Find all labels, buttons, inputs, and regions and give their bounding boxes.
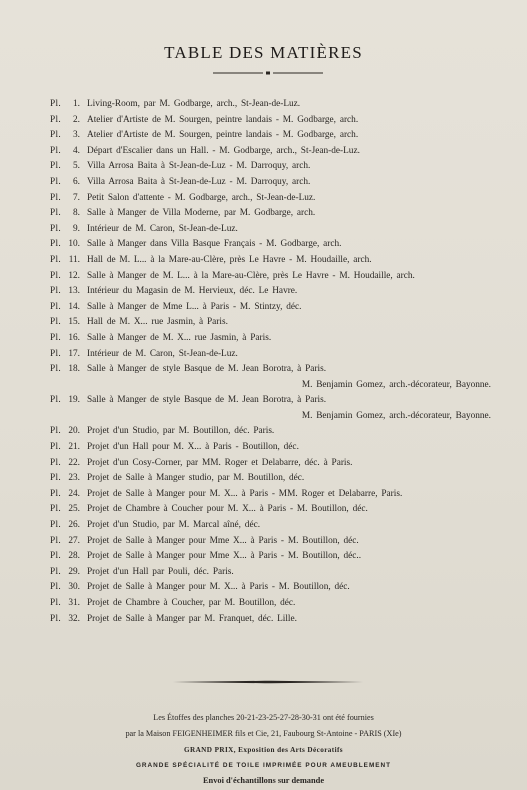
plate-prefix: Pl. — [50, 99, 61, 109]
plate-description: Atelier d'Artiste de M. Sourgen, peintre landais - M. Godbarge, arch. — [87, 114, 359, 125]
plate-entry — [0, 253, 527, 269]
plate-prefix: Pl. — [50, 598, 61, 608]
plate-description: Salle à Manger de M. X... rue Jasmin, à Paris. — [87, 332, 272, 343]
plate-number: 21. — [68, 442, 80, 453]
plate-prefix: Pl. — [50, 364, 61, 375]
plate-number: 13. — [68, 286, 80, 297]
plate-description: Salle à Manger dans Villa Basque Français - M. Godbarge, arch. — [87, 239, 342, 250]
plate-entry — [0, 518, 527, 534]
plate-number: 2. — [73, 114, 80, 125]
plate-prefix: Pl. — [50, 223, 61, 234]
plate-entry — [0, 113, 527, 129]
plate-number: 4. — [73, 145, 80, 156]
plate-description: Intérieur de M. Caron, St-Jean-de-Luz. — [87, 223, 238, 234]
plate-prefix: Pl. — [50, 332, 61, 343]
footer-supplier-address: par la Maison FEIGENHEIMER fils et Cie, 21, Faubourg St-Antoine - PARIS (XIe) — [125, 729, 402, 738]
plate-description: Atelier d'Artiste de M. Sourgen, peintre landais - M. Godbarge, arch. — [87, 130, 359, 141]
plate-entry — [0, 222, 527, 238]
plates-list — [0, 97, 527, 627]
plate-prefix: Pl. — [50, 535, 61, 546]
plate-number: 16. — [68, 332, 80, 343]
plate-number: 18. — [68, 364, 80, 375]
plate-description: Salle à Manger de Mme L... à Paris - M. Stintzy, déc. — [87, 301, 302, 312]
plate-entry — [0, 284, 527, 300]
plate-number: 25. — [68, 504, 80, 515]
plate-number: 3. — [73, 130, 80, 141]
plate-description: Projet d'un Studio, par M. Marcal aîné, déc. — [87, 520, 261, 531]
plate-entry — [0, 159, 527, 175]
plate-entry — [0, 534, 527, 550]
plate-description: Intérieur du Magasin de M. Hervieux, déc. Le Havre. — [87, 286, 298, 297]
plate-prefix: Pl. — [50, 395, 61, 406]
plate-description-continuation: M. Benjamin Gomez, arch.-décorateur, Bayonne. — [301, 379, 491, 390]
plate-entry — [0, 144, 527, 160]
plate-prefix: Pl. — [50, 457, 61, 468]
plate-description: Salle à Manger de style Basque de M. Jean Borotra, à Paris. — [87, 395, 327, 406]
plate-prefix: Pl. — [50, 286, 61, 297]
plate-description: Projet de Chambre à Coucher pour M. X... à Paris - M. Boutillon, déc. — [87, 504, 368, 515]
plate-entry — [0, 97, 527, 113]
plate-entry — [0, 596, 527, 612]
plate-description: Salle à Manger de style Basque de M. Jean Borotra, à Paris. — [87, 364, 327, 375]
plate-prefix: Pl. — [50, 114, 61, 125]
plate-prefix: Pl. — [50, 176, 61, 187]
plate-prefix: Pl. — [50, 208, 61, 219]
plate-entry — [0, 502, 527, 518]
plate-prefix: Pl. — [50, 192, 61, 203]
plate-entry — [0, 362, 527, 393]
plate-entry — [0, 331, 527, 347]
plate-prefix: Pl. — [50, 442, 61, 453]
plate-number: 24. — [68, 488, 80, 499]
plate-entry — [0, 471, 527, 487]
plate-number: 23. — [68, 473, 80, 484]
plate-number: 15. — [68, 317, 80, 328]
plate-number: 8. — [73, 208, 80, 219]
plate-number: 1. — [73, 99, 80, 109]
plate-prefix: Pl. — [50, 145, 61, 156]
plate-entry — [0, 175, 527, 191]
plate-description: Salle à Manger de Villa Moderne, par M. Godbarge, arch. — [87, 208, 316, 219]
footer-specialty: GRANDE SPÉCIALITÉ DE TOILE IMPRIMÉE POUR AMEUBLEMENT — [135, 762, 392, 769]
plate-prefix: Pl. — [50, 504, 61, 515]
footer-fabrics-note: Les Étoffes des planches 20-21-23-25-27-28-30-31 ont été fournies — [153, 713, 374, 722]
plate-description: Projet d'un Hall par Pouli, déc. Paris. — [87, 566, 234, 577]
plate-prefix: Pl. — [50, 426, 61, 437]
plate-number: 29. — [68, 566, 80, 577]
plate-entry — [0, 269, 527, 285]
plate-entry — [0, 347, 527, 363]
plate-description: Projet d'un Cosy-Corner, par MM. Roger et Delabarre, déc. à Paris. — [87, 457, 353, 468]
plate-description: Hall de M. X... rue Jasmin, à Paris. — [87, 317, 228, 328]
plate-number: 22. — [68, 457, 80, 468]
plate-prefix: Pl. — [50, 254, 61, 265]
plate-entry — [0, 424, 527, 440]
plate-description: Petit Salon d'attente - M. Godbarge, arch., St-Jean-de-Luz. — [87, 192, 316, 203]
plate-number: 17. — [68, 348, 80, 359]
plate-entry — [0, 580, 527, 596]
plate-description: Projet de Salle à Manger pour M. X... à Paris - MM. Roger et Delabarre, Paris. — [87, 488, 403, 499]
plate-prefix: Pl. — [50, 130, 61, 141]
plate-number: 19. — [68, 395, 80, 406]
plate-description: Intérieur de M. Caron, St-Jean-de-Luz. — [87, 348, 238, 359]
plate-prefix: Pl. — [50, 301, 61, 312]
plate-description: Projet d'un Hall pour M. X... à Paris - Boutillon, déc. — [87, 442, 299, 453]
plate-prefix: Pl. — [50, 239, 61, 250]
plate-entry — [0, 300, 527, 316]
plate-entry — [0, 565, 527, 581]
page-title: TABLE DES MATIÈRES — [164, 43, 363, 62]
plate-prefix: Pl. — [50, 348, 61, 359]
plate-number: 30. — [68, 582, 80, 593]
plate-number: 27. — [68, 535, 80, 546]
plate-description: Projet de Salle à Manger pour Mme X... à Paris - M. Boutillon, déc. — [87, 535, 359, 546]
footer-samples: Envoi d'échantillons sur demande — [202, 776, 325, 785]
plate-number: 7. — [73, 192, 80, 203]
plate-description: Projet de Salle à Manger par M. Franquet, déc. Lille. — [87, 613, 297, 624]
plate-entry — [0, 128, 527, 144]
plate-description: Living-Room, par M. Godbarge, arch., St-Jean-de-Luz. — [87, 99, 301, 109]
plate-entry — [0, 549, 527, 565]
title-ornament-rule — [213, 71, 323, 75]
plate-number: 20. — [68, 426, 80, 437]
plate-entry — [0, 393, 527, 424]
plate-description: Départ d'Escalier dans un Hall. - M. Godbarge, arch., St-Jean-de-Luz. — [87, 145, 360, 156]
plate-prefix: Pl. — [50, 473, 61, 484]
plate-prefix: Pl. — [50, 582, 61, 593]
plate-entry — [0, 206, 527, 222]
plate-description: Hall de M. L... à la Mare-au-Clère, près Le Havre - M. Houdaille, arch. — [87, 254, 372, 265]
plate-entry — [0, 612, 527, 628]
plate-description: Projet de Salle à Manger pour M. X... à Paris - M. Boutillon, déc. — [87, 582, 350, 593]
plate-prefix: Pl. — [50, 270, 61, 281]
plate-description: Villa Arrosa Baita à St-Jean-de-Luz - M. Darroquy, arch. — [87, 176, 311, 187]
bottom-ornament-rule — [173, 680, 363, 684]
plate-prefix: Pl. — [50, 488, 61, 499]
plate-entry — [0, 487, 527, 503]
plate-entry — [0, 237, 527, 253]
plate-description: Salle à Manger de M. L... à la Mare-au-Clère, près Le Havre - M. Houdaille, arch. — [87, 270, 415, 281]
plate-prefix: Pl. — [50, 566, 61, 577]
plate-prefix: Pl. — [50, 551, 61, 562]
plate-number: 31. — [68, 598, 80, 608]
plate-number: 28. — [68, 551, 80, 562]
plate-description: Projet de Chambre à Coucher, par M. Boutillon, déc. — [87, 598, 296, 608]
plate-number: 32. — [68, 613, 80, 624]
plate-description: Projet de Salle à Manger studio, par M. Boutillon, déc. — [87, 473, 305, 484]
plate-number: 26. — [68, 520, 80, 531]
plate-description-continuation: M. Benjamin Gomez, arch.-décorateur, Bayonne. — [301, 410, 491, 421]
plate-entry — [0, 191, 527, 207]
plate-entry — [0, 315, 527, 331]
plate-number: 11. — [68, 254, 80, 265]
plate-description: Villa Arrosa Baita à St-Jean-de-Luz - M. Darroquy, arch. — [87, 161, 311, 172]
plate-entry — [0, 456, 527, 472]
plate-entry — [0, 440, 527, 456]
footer-award: GRAND PRIX, Exposition des Arts Décoratifs — [184, 746, 343, 754]
plate-prefix: Pl. — [50, 317, 61, 328]
plate-description: Projet de Salle à Manger pour Mme X... à Paris - M. Boutillon, déc.. — [87, 551, 362, 562]
plate-prefix: Pl. — [50, 613, 61, 624]
plate-number: 14. — [68, 301, 80, 312]
plate-number: 9. — [73, 223, 80, 234]
plate-prefix: Pl. — [50, 520, 61, 531]
plate-prefix: Pl. — [50, 161, 61, 172]
plate-number: 12. — [68, 270, 80, 281]
plate-number: 5. — [73, 161, 80, 172]
plate-description: Projet d'un Studio, par M. Boutillon, déc. Paris. — [87, 426, 275, 437]
plate-number: 6. — [73, 176, 80, 187]
plate-number: 10. — [68, 239, 80, 250]
